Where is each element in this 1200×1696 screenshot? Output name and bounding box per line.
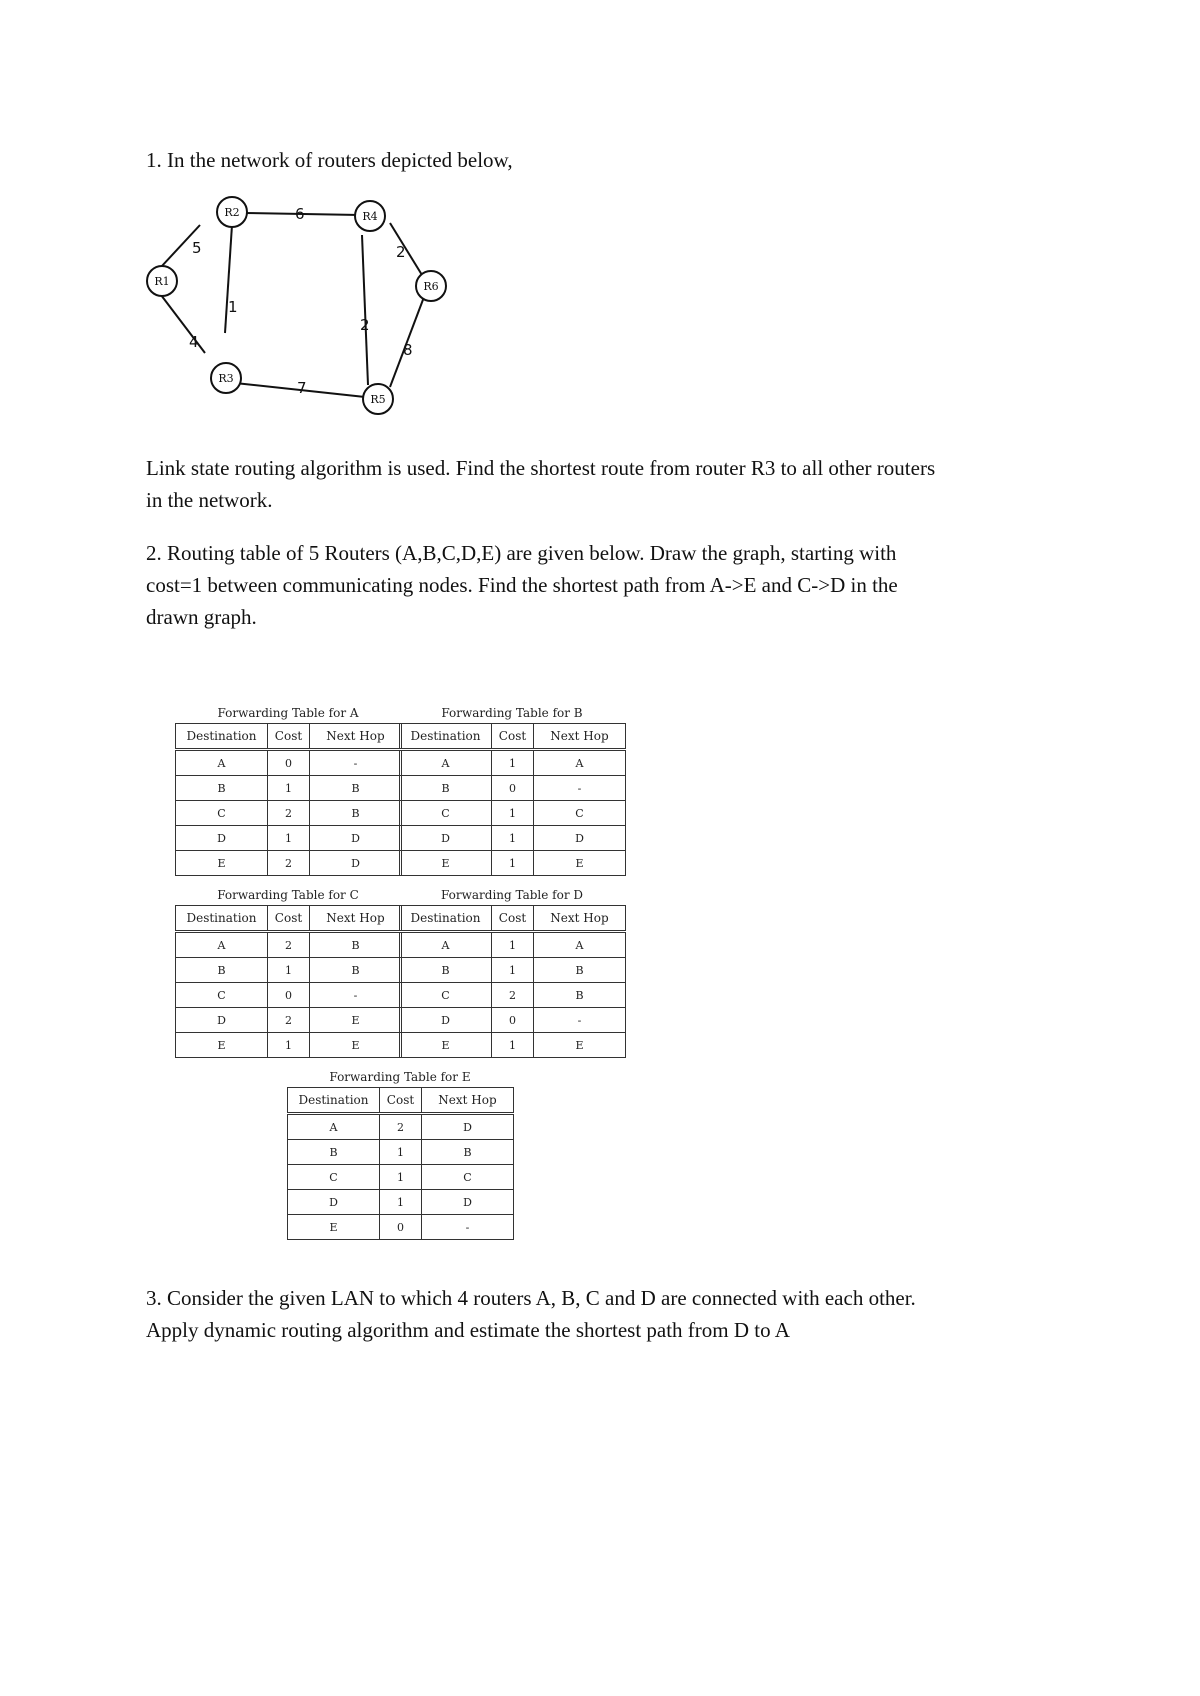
next-hop-cell: E: [534, 1033, 626, 1058]
next-hop-cell: -: [534, 776, 626, 801]
table-row: [288, 1165, 514, 1190]
table-header-row: [400, 724, 626, 750]
next-hop-header: Next Hop: [310, 724, 402, 750]
table-row: [176, 801, 402, 826]
next-hop-cell: B: [534, 958, 626, 983]
table-row: [288, 1140, 514, 1165]
table-grid: [399, 905, 626, 1058]
next-hop-header: Next Hop: [422, 1088, 514, 1114]
table-caption: Forwarding Table for D: [440, 888, 584, 902]
cost-cell: 0: [268, 983, 310, 1008]
table-row: [400, 983, 626, 1008]
table-header-row: [288, 1088, 514, 1114]
cost-r2-r4: 6: [295, 205, 305, 223]
cost-cell: 1: [492, 932, 534, 958]
cost-cell: 0: [380, 1215, 422, 1240]
next-hop-header: Next Hop: [534, 906, 626, 932]
edge-r4-r5: [362, 235, 368, 385]
destination-cell: D: [176, 1008, 268, 1033]
cost-cell: 2: [380, 1114, 422, 1140]
table-row: [176, 851, 402, 876]
cost-cell: 1: [380, 1165, 422, 1190]
destination-cell: E: [176, 1033, 268, 1058]
next-hop-cell: E: [310, 1008, 402, 1033]
next-hop-cell: B: [310, 776, 402, 801]
table-row: [400, 958, 626, 983]
next-hop-cell: D: [422, 1114, 514, 1140]
router-label: R1: [154, 275, 170, 288]
table-grid: [175, 905, 402, 1058]
table-row: [176, 1033, 402, 1058]
table-row: [288, 1215, 514, 1240]
question-3-text-line-2: Apply dynamic routing algorithm and estimate the shortest path from D to A: [146, 1318, 790, 1342]
table-caption: Forwarding Table for A: [217, 706, 359, 720]
cost-r3-r5: 7: [297, 379, 307, 397]
next-hop-cell: E: [310, 1033, 402, 1058]
edge-r4-r6: [390, 223, 422, 275]
cost-r4-r5: 2: [360, 316, 370, 334]
table-header-row: [176, 724, 402, 750]
next-hop-header: Next Hop: [534, 724, 626, 750]
cost-cell: 0: [492, 776, 534, 801]
cost-r1-r3: 4: [189, 333, 199, 351]
table-row: [400, 826, 626, 851]
router-r4: [355, 201, 385, 231]
table-row: [176, 750, 402, 776]
destination-header: Destination: [400, 724, 492, 750]
question-1-text-line-2: in the network.: [146, 488, 273, 512]
table-header-row: [176, 906, 402, 932]
destination-cell: A: [400, 750, 492, 776]
table-row: [176, 932, 402, 958]
destination-header: Destination: [288, 1088, 380, 1114]
destination-cell: B: [400, 776, 492, 801]
destination-cell: D: [400, 826, 492, 851]
destination-cell: A: [288, 1114, 380, 1140]
table-caption: Forwarding Table for B: [441, 706, 583, 720]
question-2-text-line-1: 2. Routing table of 5 Routers (A,B,C,D,E) are given below. Draw the graph, starting with: [146, 541, 897, 565]
table-row: [288, 1114, 514, 1140]
question-2-text-line-2: cost=1 between communicating nodes. Find the shortest path from A->E and C->D in the: [146, 573, 898, 597]
destination-cell: C: [400, 983, 492, 1008]
table-row: [176, 983, 402, 1008]
table-row: [288, 1190, 514, 1215]
router-label: R2: [224, 206, 240, 219]
cost-cell: 2: [268, 1008, 310, 1033]
cost-cell: 2: [268, 932, 310, 958]
router-r1: [147, 266, 177, 296]
table-header-row: [400, 906, 626, 932]
destination-header: Destination: [176, 906, 268, 932]
question-3-text-line-1: 3. Consider the given LAN to which 4 routers A, B, C and D are connected with each other.: [146, 1286, 916, 1310]
next-hop-cell: A: [534, 750, 626, 776]
router-label: R3: [218, 372, 234, 385]
next-hop-cell: B: [422, 1140, 514, 1165]
destination-cell: B: [400, 958, 492, 983]
table-row: [400, 750, 626, 776]
forwarding-table-c: [175, 885, 401, 1058]
router-label: R4: [362, 210, 378, 223]
cost-cell: 1: [492, 1033, 534, 1058]
table-row: [400, 801, 626, 826]
cost-cell: 2: [268, 851, 310, 876]
edge-r2-r3: [225, 225, 232, 333]
table-row: [400, 1033, 626, 1058]
table-row: [176, 776, 402, 801]
destination-cell: D: [288, 1190, 380, 1215]
table-caption: Forwarding Table for E: [329, 1070, 471, 1084]
destination-cell: B: [176, 776, 268, 801]
table-row: [400, 851, 626, 876]
next-hop-cell: C: [422, 1165, 514, 1190]
cost-cell: 1: [268, 826, 310, 851]
forwarding-table-e: [287, 1067, 513, 1240]
cost-cell: 0: [492, 1008, 534, 1033]
cost-cell: 1: [268, 958, 310, 983]
destination-cell: C: [400, 801, 492, 826]
router-network-diagram: [140, 195, 460, 425]
table-grid: [399, 723, 626, 876]
table-row: [400, 776, 626, 801]
question-2-text-line-3: drawn graph.: [146, 605, 257, 629]
destination-cell: B: [176, 958, 268, 983]
router-r2: [217, 197, 247, 227]
table-caption: Forwarding Table for C: [217, 888, 359, 902]
table-row: [400, 1008, 626, 1033]
next-hop-cell: D: [422, 1190, 514, 1215]
destination-cell: D: [400, 1008, 492, 1033]
cost-cell: 1: [492, 750, 534, 776]
router-label: R6: [423, 280, 439, 293]
cost-cell: 0: [268, 750, 310, 776]
next-hop-cell: -: [310, 750, 402, 776]
cost-header: Cost: [268, 906, 310, 932]
destination-cell: E: [400, 851, 492, 876]
next-hop-cell: E: [534, 851, 626, 876]
destination-cell: C: [176, 983, 268, 1008]
destination-cell: A: [176, 932, 268, 958]
destination-cell: C: [176, 801, 268, 826]
destination-header: Destination: [176, 724, 268, 750]
next-hop-cell: C: [534, 801, 626, 826]
cost-cell: 1: [492, 958, 534, 983]
cost-r4-r6: 2: [396, 243, 406, 261]
router-label: R5: [370, 393, 386, 406]
next-hop-cell: B: [310, 932, 402, 958]
router-r5: [363, 384, 393, 414]
forwarding-table-a: [175, 703, 401, 876]
cost-r2-r3: 1: [228, 298, 238, 316]
table-row: [176, 1008, 402, 1033]
next-hop-cell: A: [534, 932, 626, 958]
forwarding-table-b: [399, 703, 625, 876]
cost-cell: 1: [380, 1190, 422, 1215]
table-grid: [175, 723, 402, 876]
destination-cell: A: [176, 750, 268, 776]
cost-header: Cost: [492, 906, 534, 932]
cost-cell: 2: [492, 983, 534, 1008]
next-hop-cell: D: [534, 826, 626, 851]
destination-cell: E: [400, 1033, 492, 1058]
router-r6: [416, 271, 446, 301]
next-hop-cell: -: [422, 1215, 514, 1240]
table-row: [400, 932, 626, 958]
cost-r1-r2: 5: [192, 239, 202, 257]
forwarding-table-d: [399, 885, 625, 1058]
destination-cell: C: [288, 1165, 380, 1190]
cost-r5-r6: 8: [403, 341, 413, 359]
destination-cell: E: [288, 1215, 380, 1240]
cost-header: Cost: [380, 1088, 422, 1114]
router-r3: [211, 363, 241, 393]
cost-cell: 1: [492, 801, 534, 826]
cost-cell: 1: [268, 1033, 310, 1058]
table-grid: [287, 1087, 514, 1240]
next-hop-cell: -: [534, 1008, 626, 1033]
table-row: [176, 826, 402, 851]
next-hop-cell: D: [310, 826, 402, 851]
destination-cell: E: [176, 851, 268, 876]
destination-cell: B: [288, 1140, 380, 1165]
next-hop-header: Next Hop: [310, 906, 402, 932]
next-hop-cell: B: [534, 983, 626, 1008]
cost-cell: 1: [268, 776, 310, 801]
cost-cell: 1: [492, 851, 534, 876]
next-hop-cell: B: [310, 958, 402, 983]
cost-cell: 1: [380, 1140, 422, 1165]
next-hop-cell: B: [310, 801, 402, 826]
cost-cell: 1: [492, 826, 534, 851]
destination-cell: A: [400, 932, 492, 958]
cost-cell: 2: [268, 801, 310, 826]
table-row: [176, 958, 402, 983]
destination-header: Destination: [400, 906, 492, 932]
next-hop-cell: -: [310, 983, 402, 1008]
cost-header: Cost: [492, 724, 534, 750]
cost-header: Cost: [268, 724, 310, 750]
destination-cell: D: [176, 826, 268, 851]
next-hop-cell: D: [310, 851, 402, 876]
question-1-intro: 1. In the network of routers depicted below,: [146, 148, 513, 172]
question-1-text-line-1: Link state routing algorithm is used. Find the shortest route from router R3 to all other routers: [146, 456, 936, 480]
